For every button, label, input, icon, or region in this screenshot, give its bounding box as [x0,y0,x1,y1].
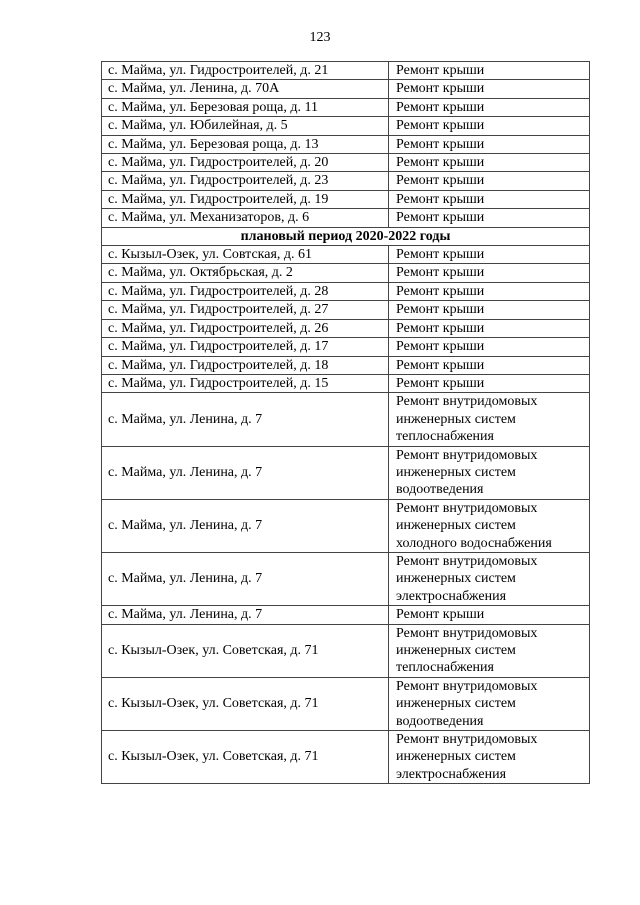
work-type-cell: Ремонт крыши [389,135,590,153]
address-cell: с. Майма, ул. Гидростроителей, д. 19 [102,190,389,208]
table-row [102,446,590,499]
address-cell: с. Майма, ул. Механизаторов, д. 6 [102,209,389,227]
table-row [102,731,590,784]
work-type-cell: Ремонт внутридомовых инженерных систем теплоснабжения [389,624,590,677]
work-type-cell: Ремонт внутридомовых инженерных систем холодного водоснабжения [389,499,590,552]
address-cell: с. Майма, ул. Ленина, д. 7 [102,552,389,605]
table-row [102,374,590,392]
address-cell: с. Майма, ул. Гидростроителей, д. 26 [102,319,389,337]
address-cell: с. Майма, ул. Березовая роща, д. 13 [102,135,389,153]
work-type-cell: Ремонт крыши [389,282,590,300]
work-type-cell: Ремонт крыши [389,374,590,392]
work-type-cell: Ремонт крыши [389,190,590,208]
section-title: плановый период 2020-2022 годы [102,227,590,245]
table-row [102,356,590,374]
address-cell: с. Майма, ул. Гидростроителей, д. 28 [102,282,389,300]
table-row [102,135,590,153]
address-cell: с. Майма, ул. Юбилейная, д. 5 [102,117,389,135]
table-row [102,154,590,172]
page-number: 123 [309,30,331,45]
address-cell: с. Майма, ул. Березовая роща, д. 11 [102,98,389,116]
table-row [102,624,590,677]
table-row [102,80,590,98]
work-type-cell: Ремонт крыши [389,338,590,356]
table-row [102,301,590,319]
table-row [102,117,590,135]
work-type-cell: Ремонт крыши [389,319,590,337]
table-row [102,282,590,300]
address-cell: с. Кызыл-Озек, ул. Советская, д. 71 [102,624,389,677]
work-type-cell: Ремонт крыши [389,356,590,374]
work-type-cell: Ремонт крыши [389,246,590,264]
work-type-cell: Ремонт внутридомовых инженерных систем электроснабжения [389,552,590,605]
work-type-cell: Ремонт внутридомовых инженерных систем теплоснабжения [389,393,590,446]
address-cell: с. Майма, ул. Гидростроителей, д. 27 [102,301,389,319]
table-body [102,62,590,784]
address-cell: с. Майма, ул. Гидростроителей, д. 21 [102,62,389,80]
address-cell: с. Майма, ул. Ленина, д. 7 [102,446,389,499]
work-type-cell: Ремонт внутридомовых инженерных систем водоотведения [389,677,590,730]
address-cell: с. Кызыл-Озек, ул. Советская, д. 71 [102,731,389,784]
work-type-cell: Ремонт крыши [389,80,590,98]
work-type-cell: Ремонт крыши [389,117,590,135]
table-row [102,209,590,227]
address-cell: с. Майма, ул. Гидростроителей, д. 20 [102,154,389,172]
table-row [102,606,590,624]
table-row [102,264,590,282]
table-row [102,499,590,552]
address-cell: с. Майма, ул. Ленина, д. 7 [102,499,389,552]
work-type-cell: Ремонт внутридомовых инженерных систем водоотведения [389,446,590,499]
table-row [102,98,590,116]
address-cell: с. Майма, ул. Гидростроителей, д. 18 [102,356,389,374]
section-header-row [102,227,590,245]
table-row [102,319,590,337]
address-cell: с. Майма, ул. Октябрьская, д. 2 [102,264,389,282]
table-row [102,172,590,190]
address-cell: с. Майма, ул. Гидростроителей, д. 23 [102,172,389,190]
table-row [102,338,590,356]
work-type-cell: Ремонт крыши [389,62,590,80]
address-cell: с. Кызыл-Озек, ул. Совтская, д. 61 [102,246,389,264]
address-cell: с. Майма, ул. Ленина, д. 7 [102,606,389,624]
work-type-cell: Ремонт крыши [389,606,590,624]
work-type-cell: Ремонт крыши [389,172,590,190]
table-row [102,677,590,730]
address-cell: с. Майма, ул. Ленина, д. 7 [102,393,389,446]
work-type-cell: Ремонт крыши [389,98,590,116]
table-row [102,62,590,80]
repair-schedule-table [101,61,590,784]
table-row [102,190,590,208]
address-cell: с. Кызыл-Озек, ул. Советская, д. 71 [102,677,389,730]
address-cell: с. Майма, ул. Гидростроителей, д. 15 [102,374,389,392]
work-type-cell: Ремонт крыши [389,209,590,227]
table-row [102,552,590,605]
work-type-cell: Ремонт внутридомовых инженерных систем электроснабжения [389,731,590,784]
work-type-cell: Ремонт крыши [389,264,590,282]
work-type-cell: Ремонт крыши [389,154,590,172]
table-row [102,393,590,446]
address-cell: с. Майма, ул. Гидростроителей, д. 17 [102,338,389,356]
work-type-cell: Ремонт крыши [389,301,590,319]
table-row [102,246,590,264]
address-cell: с. Майма, ул. Ленина, д. 70А [102,80,389,98]
